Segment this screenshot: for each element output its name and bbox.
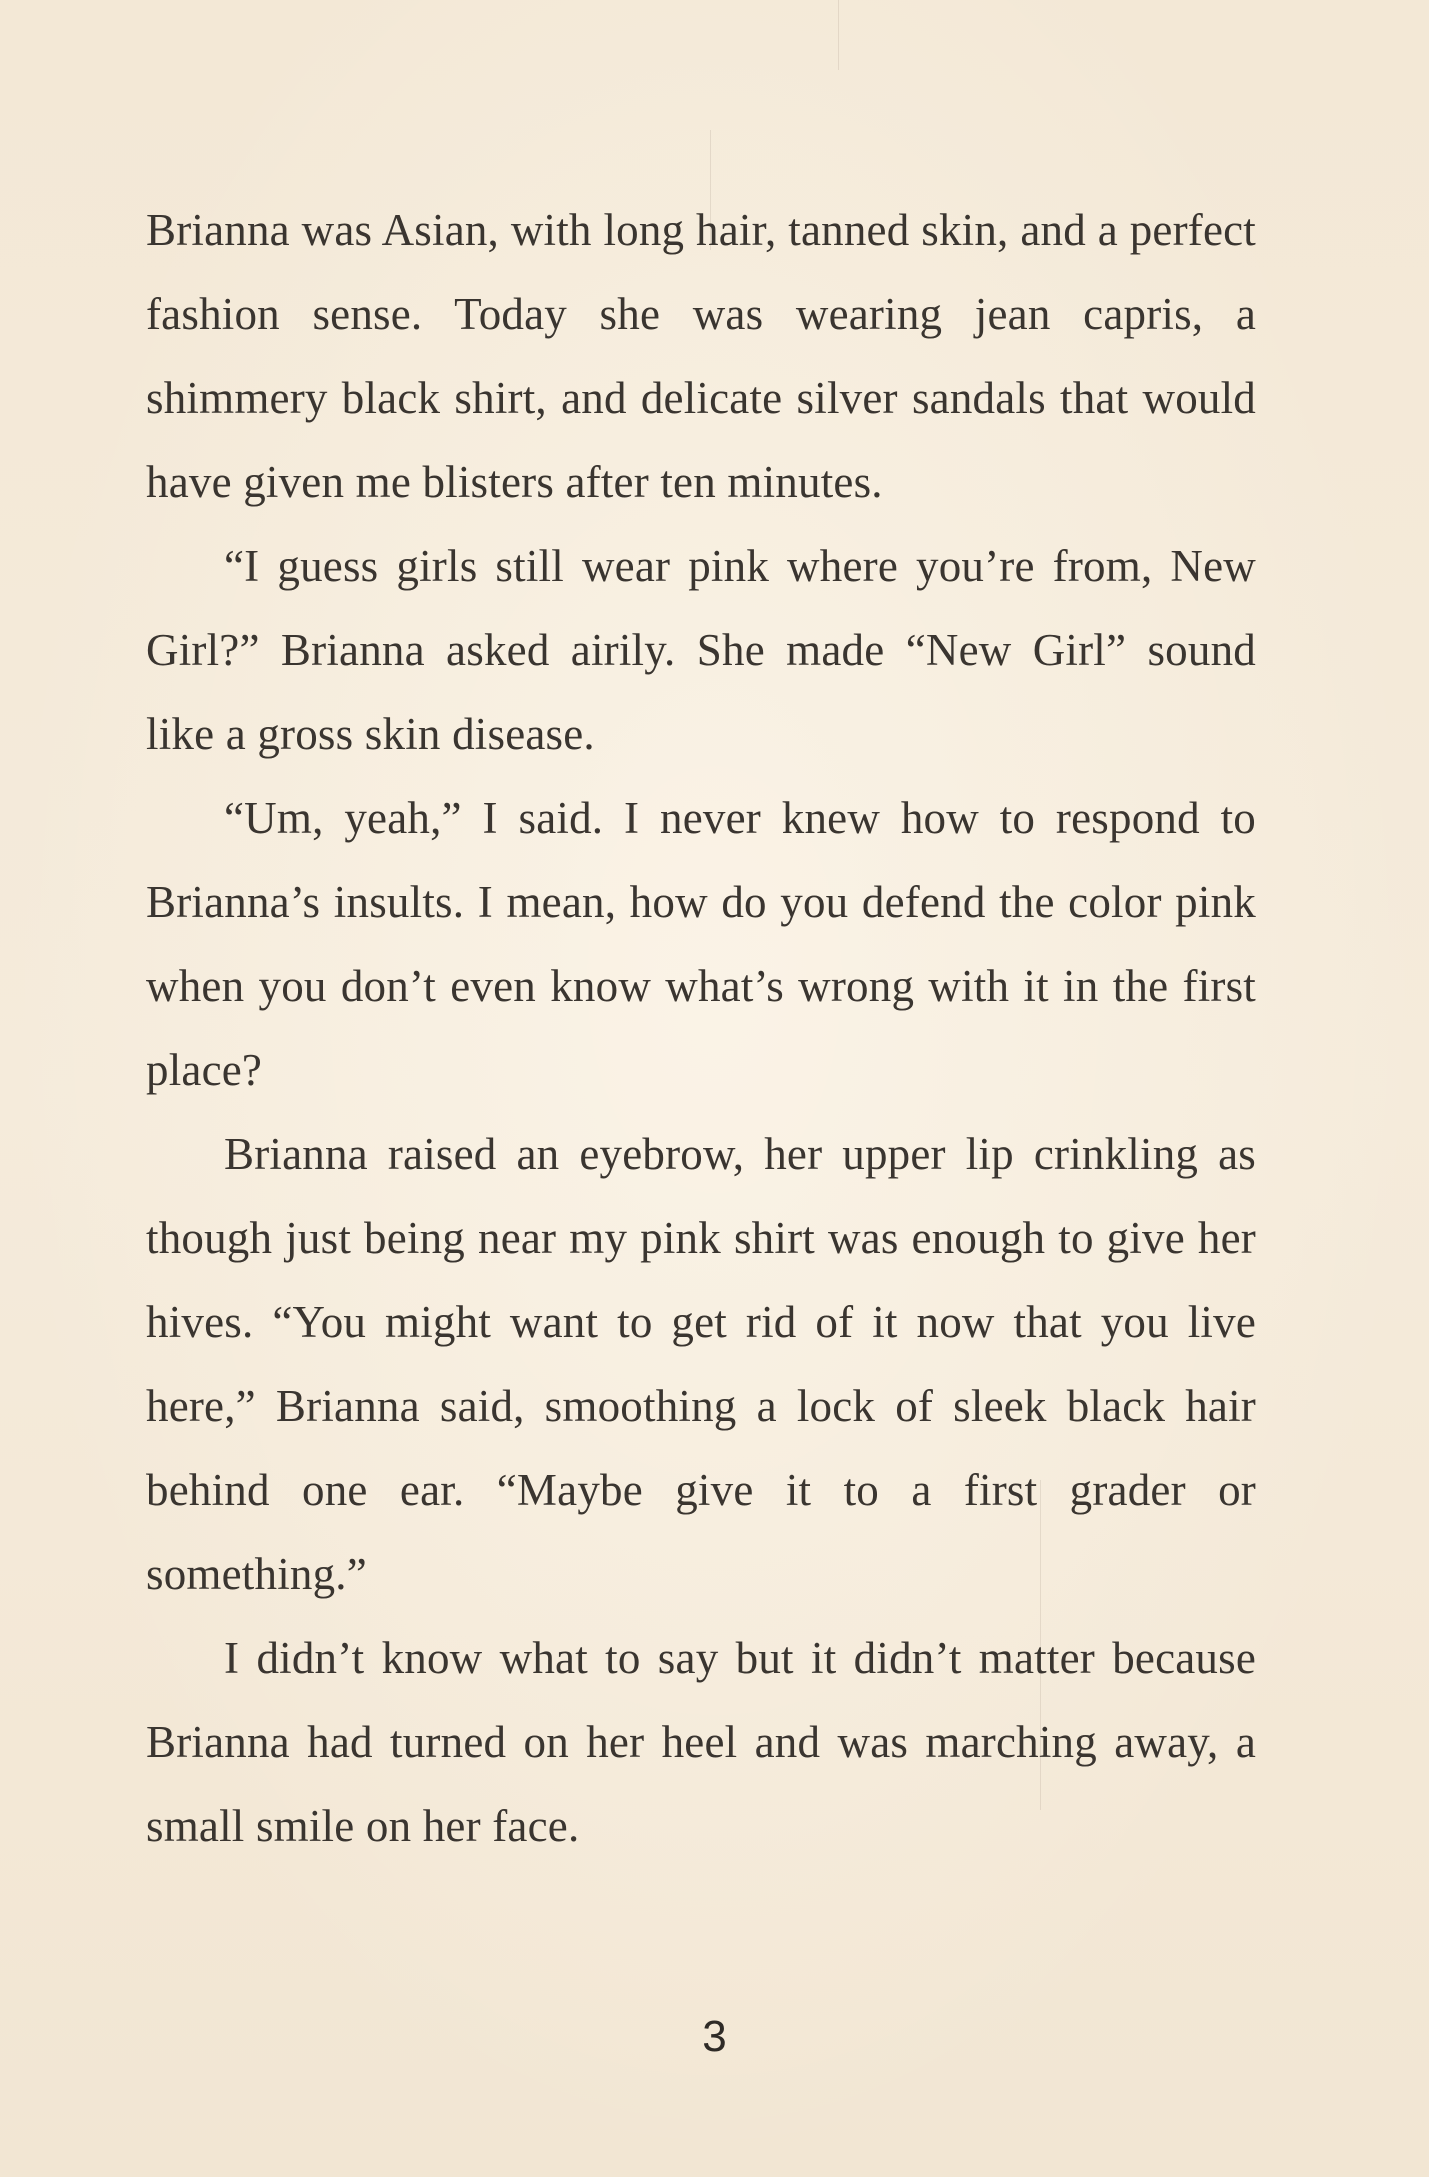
paragraph: “Um, yeah,” I said. I never knew how to respond to Brianna’s insults. I mean, how do you defend the color pink when you don’t even know what’s wrong with it in the first place? bbox=[146, 793, 1256, 1095]
paper-crease bbox=[838, 0, 839, 70]
paragraph: Brianna was Asian, with long hair, tanned skin, and a perfect fashion sense. Today she was wearing jean capris, a shimmery black shirt, and delicate silver sandals that would have given me blisters after ten minutes. bbox=[146, 205, 1256, 507]
paragraph: “I guess girls still wear pink where you’re from, New Girl?” Brianna asked airily. She made “New Girl” sound like a gross skin disease. bbox=[146, 541, 1256, 759]
paragraph: I didn’t know what to say but it didn’t matter because Brianna had turned on her heel and was marching away, a small smile on her face. bbox=[146, 1633, 1256, 1851]
page-number: 3 bbox=[702, 2012, 727, 2061]
paragraph: Brianna raised an eyebrow, her upper lip crinkling as though just being near my pink shirt was enough to give her hives. “You might want to get rid of it now that you live here,” Brianna said, smoothing a lock of sleek black hair behind one ear. “Maybe give it to a first grader or something.” bbox=[146, 1129, 1256, 1599]
body-text bbox=[146, 188, 1256, 1868]
